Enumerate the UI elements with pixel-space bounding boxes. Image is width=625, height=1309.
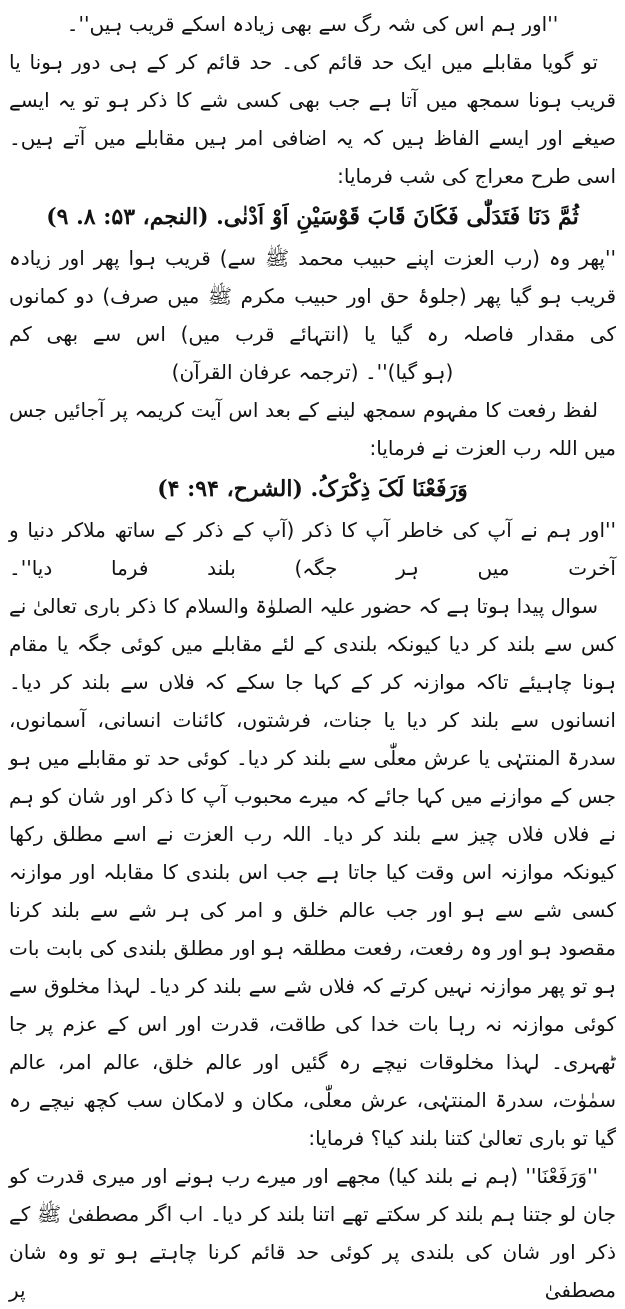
commentary-paragraph-2: لفظ رفعت کا مفہوم سمجھ لینے کے بعد اس آیت کریمہ پر آجائیں جس میں اللہ رب العزت نے فرمایا: [9, 398, 616, 460]
verse-translation-sharh: ''اور ہم نے آپ کی خاطر آپ کا ذکر (آپ کے ذکر کے ساتھ ملاکر دنیا و آخرت میں ہر جگہ) بلند فرما دیا''۔ [9, 518, 616, 580]
quran-verse-sharh: وَرَفَعْنَا لَکَ ذِکْرَکُ. (الشرح، ۹۴: ۴) [157, 476, 468, 502]
verse-translation-najm-source: (ہو گیا)''۔ (ترجمہ عرفان القرآن) [171, 360, 454, 384]
verse-translation-najm: ''پھر وہ (رب العزت اپنے حبیب محمد ﷺ سے) قریب ہوا پھر اور زیادہ قریب ہو گیا پھر (جلوۂ حق اور حبیب مکرم ﷺ میں صرف) دو کمانوں کی مقدار فاصلہ رہ گیا یا (انتہائے قرب میں) اس سے بھی کم [9, 246, 616, 346]
commentary-paragraph-4: ''وَرَفَعْنَا'' (ہم نے بلند کیا) مجھے اور میرے رب ہونے اور میری قدرت کو جان لو جتنا ہم بلند کر سکتے تھے اتنا بلند کر دیا۔ اب اگر مصطفیٰ ﷺ کے ذکر اور شان کی بلندی پر کوئی حد قائم کرنا چاہتے ہو تو وہ شان مصطفیٰ پر [9, 1164, 616, 1302]
commentary-paragraph-3: سوال پیدا ہوتا ہے کہ حضور علیہ الصلوٰۃ والسلام کا ذکر باری تعالیٰ نے کس سے بلند کر دیا کیونکہ بلندی کے لئے مقابلے میں کوئی جگہ یا مقام ہونا چاہیئے تاکہ موازنہ کر کے کہا جا سکے کہ فلاں سے بلند کر دیا۔ انسانوں سے بلند کر دیا یا جنات، فرشتوں، کائنات انسانی، آسمانوں، سدرۃ المنتہٰی یا عرش معلّٰی سے بلند کر دیا۔ کوئی حد تو مقابلے میں ہو جس کے موازنے میں کہا جائے کہ میرے محبوب آپ کا ذکر اور شان کو ہم نے فلاں فلاں چیز سے بلند کر دیا۔ اللہ رب العزت نے اسے مطلق رکھا کیونکہ موازنہ اس وقت کیا جاتا ہے جب اس بلندی کا مقابلہ اور موازنہ کسی شے سے ہو اور جب عالم خلق و امر کی ہر شے سے بلند کرنا مقصود ہو اور وہ رفعت، رفعت مطلقہ ہو اور مطلق بلندی کی بابت بات ہو تو پھر موازنہ نہیں کرتے کہ فلاں شے سے بلند کر دیا۔ لہذا مخلوق سے کوئی موازنہ نہ رہا بات خدا کی طاقت، قدرت اور اس کے عزم پر جا ٹھہری۔ لہذا مخلوقات نیچے رہ گئیں اور عالم خلق، عالم امر، عالم سمٰوٰت، سدرۃ المنتہٰی، عرش معلّٰی، مکان و لامکان سب کچھ نیچے رہ گیا تو باری تعالیٰ کتنا بلند کیا؟ فرمایا: [9, 594, 616, 1150]
quran-verse-najm: ثُمَّ دَنَا فَتَدَلّٰی فَکَانَ قَابَ قَوْسَیْنِ اَوْ اَدْنٰی. (النجم، ۵۳: ۸. ۹) [46, 204, 579, 230]
commentary-paragraph-1: تو گویا مقابلے میں ایک حد قائم کی۔ حد قائم کر کے ہی دور ہونا یا قریب ہونا سمجھ میں آتا ہے جب بھی کسی شے کا ذکر ہو تو یہ ایسے صیغے اور ایسے الفاظ ہیں کہ یہ اضافی امر ہیں مقابلے میں آتے ہیں۔ اسی طرح معراج کی شب فرمایا: [9, 50, 616, 188]
translation-quote-end: ''اور ہم اس کی شہ رگ سے بھی زیادہ اسکے قریب ہیں''۔ [66, 12, 559, 36]
